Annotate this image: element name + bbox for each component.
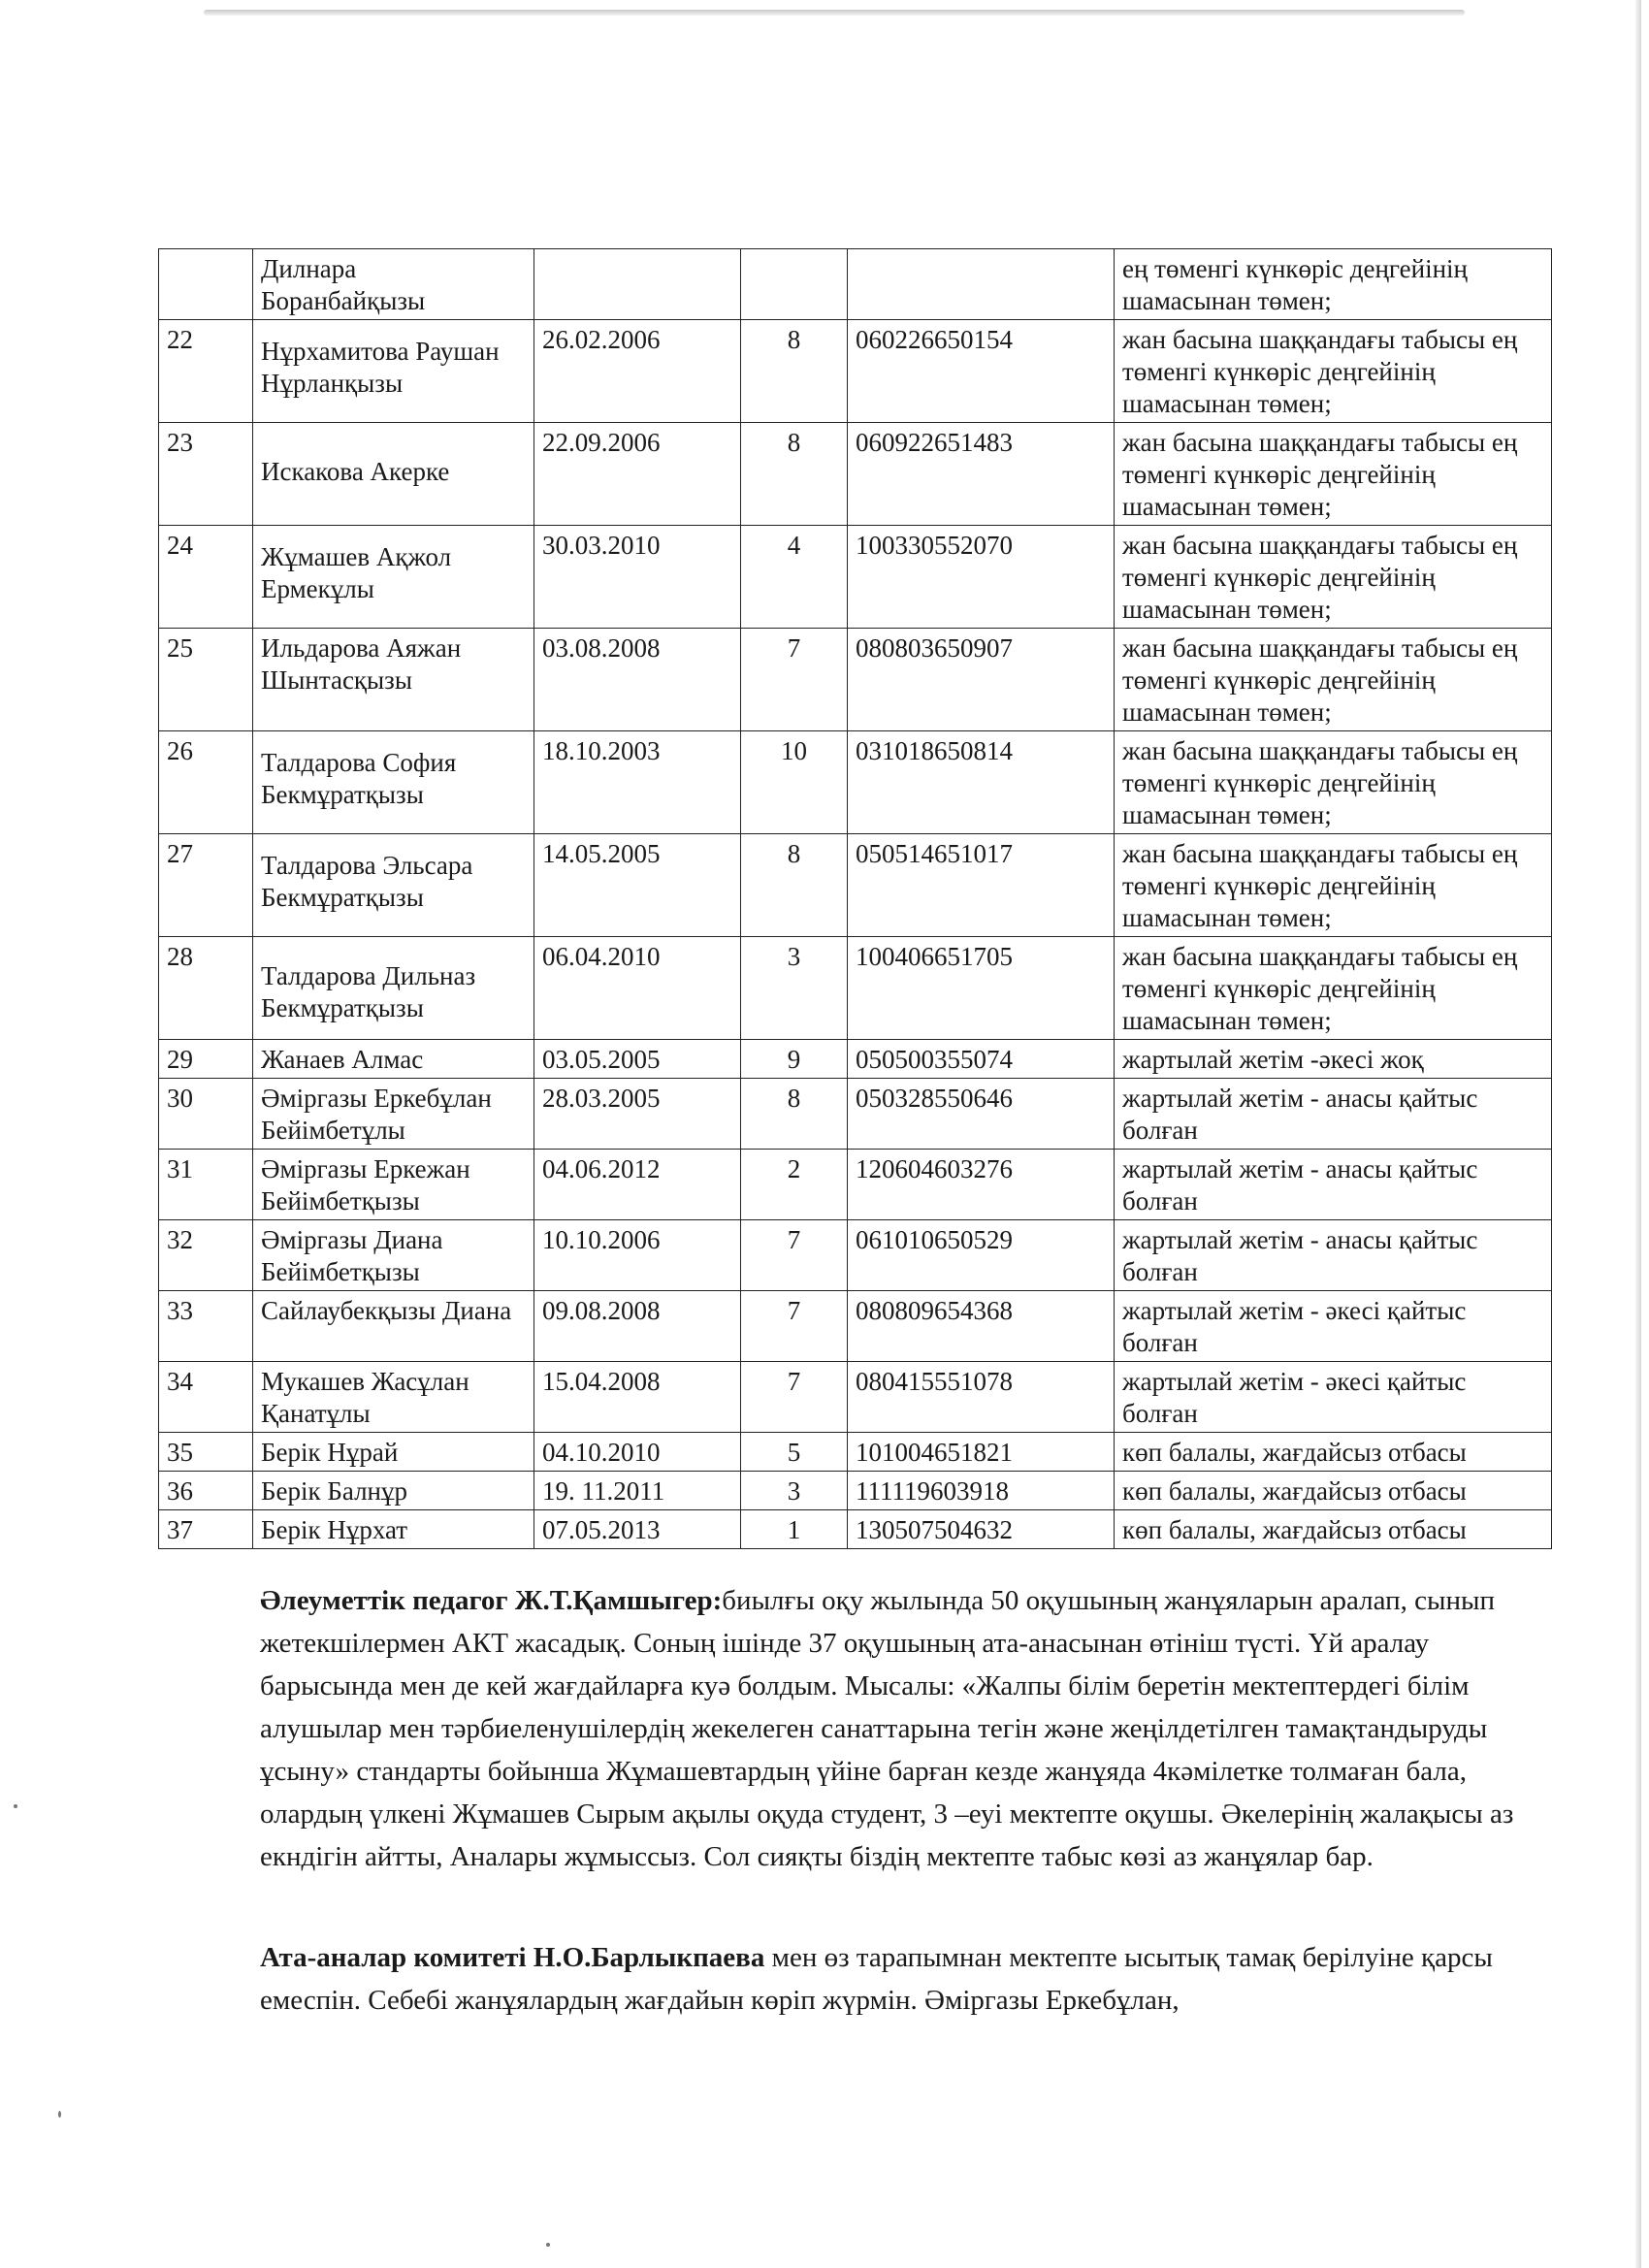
iin-number: 060226650154 [848, 320, 1115, 423]
status-reason: жан басына шаққандағы табысы ең төменгі күнкөріс деңгейінің шамасынан төмен; [1115, 731, 1552, 834]
status-reason: жартылай жетім - анасы қайтыс болған [1115, 1220, 1552, 1291]
children-count: 7 [741, 1220, 848, 1291]
paragraph-text: биылғы оқу жылында 50 оқушының жанұяларын аралап, сынып жетекшілермен АКТ жасадық. Соның ішінде 37 оқушының ата-анасынан өтініш түсті. Үй аралау барысында мен де кей жағдайларға куә болдым. Мысалы: «Жалпы білім беретін мектептердегі білім алушылар мен тәрбиеленушілердің жекелеген санаттарына тегін және жеңілдетілген тамақтандыруды ұсыну» стандарты бойынша Жұмашевтардың үйіне барған кезде жанұяда 4кәмілетке толмаған бала, олардың үлкені Жұмашев Сырым ақылы оқуда студент, 3 –еуі мектепте оқушы. Әкелерінің жалақысы аз екндігін айтты, Аналары жұмыссыз. Сол сияқты біздің мектепте табыс көзі аз жанұялар бар. [260, 1585, 1514, 1872]
row-number: 36 [159, 1472, 253, 1510]
children-count: 2 [741, 1150, 848, 1220]
iin-number: 130507504632 [848, 1510, 1115, 1549]
row-number: 22 [159, 320, 253, 423]
row-number: 23 [159, 423, 253, 526]
table-row [159, 1291, 1552, 1362]
student-name: Берік Балнұр [253, 1472, 534, 1510]
table-row [159, 423, 1552, 526]
birth-date: 07.05.2013 [534, 1510, 741, 1549]
status-reason: көп балалы, жағдайсыз отбасы [1115, 1510, 1552, 1549]
table-row [159, 1220, 1552, 1291]
status-reason: жан басына шаққандағы табысы ең төменгі күнкөріс деңгейінің шамасынан төмен; [1115, 937, 1552, 1040]
table-row [159, 1040, 1552, 1079]
student-name: Талдарова Дильназ Бекмұратқызы [253, 937, 534, 1040]
children-count: 5 [741, 1433, 848, 1472]
iin-number: 111119603918 [848, 1472, 1115, 1510]
row-number: 28 [159, 937, 253, 1040]
birth-date: 14.05.2005 [534, 834, 741, 937]
status-reason: жан басына шаққандағы табысы ең төменгі күнкөріс деңгейінің шамасынан төмен; [1115, 423, 1552, 526]
status-reason: ең төменгі күнкөріс деңгейінің шамасынан төмен; [1115, 249, 1552, 320]
birth-date: 26.02.2006 [534, 320, 741, 423]
row-number: 37 [159, 1510, 253, 1549]
children-count: 7 [741, 1362, 848, 1433]
children-count: 9 [741, 1040, 848, 1079]
birth-date: 04.06.2012 [534, 1150, 741, 1220]
row-number: 27 [159, 834, 253, 937]
table-row [159, 937, 1552, 1040]
birth-date: 28.03.2005 [534, 1079, 741, 1150]
row-number: 34 [159, 1362, 253, 1433]
scan-speck [546, 2243, 550, 2247]
row-number: 33 [159, 1291, 253, 1362]
table-row [159, 1433, 1552, 1472]
student-name: Берік Нұрай [253, 1433, 534, 1472]
row-number [159, 249, 253, 320]
speaker-name: Әлеуметтік педагог Ж.Т.Қамшыгер: [260, 1585, 723, 1616]
student-name: Әміргазы Еркебұлан Бейімбетұлы [253, 1079, 534, 1150]
table-row [159, 629, 1552, 731]
birth-date: 10.10.2006 [534, 1220, 741, 1291]
paragraph-parent-committee [260, 1936, 1521, 2022]
row-number: 32 [159, 1220, 253, 1291]
birth-date: 18.10.2003 [534, 731, 741, 834]
children-count: 10 [741, 731, 848, 834]
children-count: 4 [741, 526, 848, 629]
iin-number: 080415551078 [848, 1362, 1115, 1433]
iin-number: 061010650529 [848, 1220, 1115, 1291]
birth-date: 06.04.2010 [534, 937, 741, 1040]
status-reason: жан басына шаққандағы табысы ең төменгі күнкөріс деңгейінің шамасынан төмен; [1115, 526, 1552, 629]
scan-speck [58, 2111, 61, 2118]
iin-number: 120604603276 [848, 1150, 1115, 1220]
student-name: Жанаев Алмас [253, 1040, 534, 1079]
row-number: 30 [159, 1079, 253, 1150]
paragraph-text: мен өз тарапымнан мектепте ысытық тамақ берілуіне қарсы емеспін. Себебі жанұялардың жағдайын көріп жүрмін. Әміргазы Еркебұлан, [260, 1942, 1493, 2016]
student-name: Дилнара Боранбайқызы [253, 249, 534, 320]
student-name: Искакова Акерке [253, 423, 534, 526]
status-reason: жартылай жетім - әкесі қайтыс болған [1115, 1291, 1552, 1362]
status-reason: көп балалы, жағдайсыз отбасы [1115, 1433, 1552, 1472]
iin-number: 101004651821 [848, 1433, 1115, 1472]
student-name: Нұрхамитова Раушан Нұрланқызы [253, 320, 534, 423]
iin-number: 050500355074 [848, 1040, 1115, 1079]
status-reason: жартылай жетім - анасы қайтыс болған [1115, 1150, 1552, 1220]
student-name: Сайлаубекқызы Диана [253, 1291, 534, 1362]
student-table [158, 248, 1552, 1549]
iin-number: 080809654368 [848, 1291, 1115, 1362]
status-reason: жартылай жетім - әкесі қайтыс болған [1115, 1362, 1552, 1433]
row-number: 26 [159, 731, 253, 834]
birth-date: 15.04.2008 [534, 1362, 741, 1433]
birth-date: 22.09.2006 [534, 423, 741, 526]
children-count: 7 [741, 629, 848, 731]
status-reason: жан басына шаққандағы табысы ең төменгі күнкөріс деңгейінің шамасынан төмен; [1115, 629, 1552, 731]
student-name: Берік Нұрхат [253, 1510, 534, 1549]
student-name: Жұмашев Ақжол Ермекұлы [253, 526, 534, 629]
row-number: 25 [159, 629, 253, 731]
iin-number: 050514651017 [848, 834, 1115, 937]
table-row [159, 1150, 1552, 1220]
children-count: 8 [741, 320, 848, 423]
scan-edge [204, 10, 1465, 16]
iin-number: 100406651705 [848, 937, 1115, 1040]
birth-date: 19. 11.2011 [534, 1472, 741, 1510]
birth-date: 03.08.2008 [534, 629, 741, 731]
student-name: Мукашев Жасұлан Қанатұлы [253, 1362, 534, 1433]
iin-number: 031018650814 [848, 731, 1115, 834]
iin-number: 060922651483 [848, 423, 1115, 526]
student-name: Әміргазы Еркежан Бейімбетқызы [253, 1150, 534, 1220]
children-count: 8 [741, 423, 848, 526]
table-row [159, 834, 1552, 937]
table-row [159, 1510, 1552, 1549]
row-number: 24 [159, 526, 253, 629]
row-number: 31 [159, 1150, 253, 1220]
birth-date: 03.05.2005 [534, 1040, 741, 1079]
scan-edge [1635, 0, 1641, 2268]
birth-date: 04.10.2010 [534, 1433, 741, 1472]
row-number: 29 [159, 1040, 253, 1079]
row-number: 35 [159, 1433, 253, 1472]
children-count [741, 249, 848, 320]
student-name: Талдарова Эльсара Бекмұратқызы [253, 834, 534, 937]
table-row [159, 1362, 1552, 1433]
birth-date [534, 249, 741, 320]
table-row [159, 526, 1552, 629]
children-count: 7 [741, 1291, 848, 1362]
student-name: Әміргазы Диана Бейімбетқызы [253, 1220, 534, 1291]
status-reason: жартылай жетім - анасы қайтыс болған [1115, 1079, 1552, 1150]
children-count: 8 [741, 1079, 848, 1150]
status-reason: жан басына шаққандағы табысы ең төменгі күнкөріс деңгейінің шамасынан төмен; [1115, 320, 1552, 423]
speaker-name: Ата-аналар комитеті Н.О.Барлыкпаева [260, 1942, 765, 1973]
paragraph-social-pedagogue [260, 1579, 1521, 1878]
iin-number [848, 249, 1115, 320]
children-count: 1 [741, 1510, 848, 1549]
status-reason: жартылай жетім -әкесі жоқ [1115, 1040, 1552, 1079]
student-name: Ильдарова Аяжан Шынтасқызы [253, 629, 534, 731]
status-reason: көп балалы, жағдайсыз отбасы [1115, 1472, 1552, 1510]
table-row [159, 731, 1552, 834]
status-reason: жан басына шаққандағы табысы ең төменгі күнкөріс деңгейінің шамасынан төмен; [1115, 834, 1552, 937]
table-row [159, 249, 1552, 320]
iin-number: 080803650907 [848, 629, 1115, 731]
children-count: 3 [741, 1472, 848, 1510]
student-name: Талдарова София Бекмұратқызы [253, 731, 534, 834]
iin-number: 050328550646 [848, 1079, 1115, 1150]
birth-date: 30.03.2010 [534, 526, 741, 629]
iin-number: 100330552070 [848, 526, 1115, 629]
children-count: 3 [741, 937, 848, 1040]
scan-speck [14, 1804, 17, 1808]
table-row [159, 1079, 1552, 1150]
birth-date: 09.08.2008 [534, 1291, 741, 1362]
children-count: 8 [741, 834, 848, 937]
table-row [159, 1472, 1552, 1510]
table-row [159, 320, 1552, 423]
